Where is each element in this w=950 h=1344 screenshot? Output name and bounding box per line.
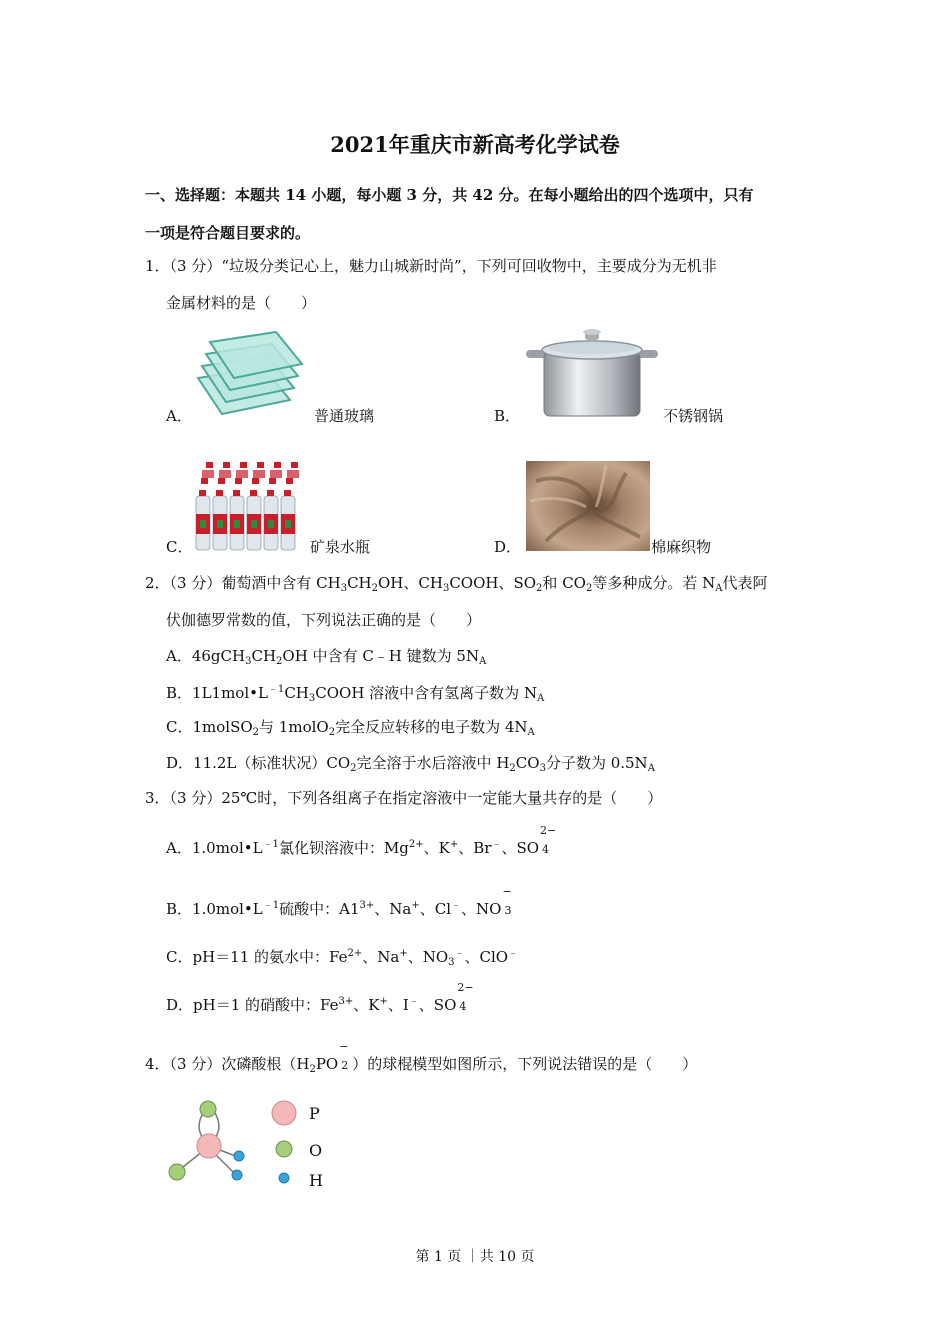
- q4-stem: 4．（3 分）次磷酸根（$H_2PO$ − 2 ）的球棍模型如图所示，下列说法错误的是（ ）: [145, 1040, 698, 1075]
- q3-option-b: B．$1.0mol•L^{﹣1}$硫酸中：$A1^{3+}$、Na+、Cl﹣、NO − 3: [166, 885, 512, 918]
- q3-option-a: A．$1.0mol•L^{﹣1}$氯化钡溶液中：$Mg^{2+}$、K+、Br﹣、SO 2− 4: [166, 824, 557, 857]
- q1-option-a-label: 普通玻璃: [314, 407, 375, 425]
- q1-option-c-label: 矿泉水瓶: [310, 538, 371, 556]
- q2-option-d: D．11.2L（标准状况）$CO_2$完全溶于水后溶液中 $H_2CO_3$分子数为 $0.5N_A$: [166, 754, 655, 774]
- q1-stem-line2: 金属材料的是（ ）: [166, 294, 317, 312]
- fabric-icon: [526, 461, 650, 551]
- steel-pot-icon: [522, 322, 662, 422]
- ball-stick-model: [160, 1095, 260, 1190]
- q1-option-d-label: 棉麻织物: [651, 538, 712, 556]
- q3-option-d: D．pH＝1 的硝酸中：$Fe^{3+}$、K+、I﹣、SO 2− 4: [166, 981, 474, 1014]
- section-heading-line2: 一项是符合题目要求的。: [145, 224, 311, 242]
- q1-option-a-letter: A．: [166, 407, 192, 425]
- q2-option-c: C．1molSO$_2$与 1molO$_2$完全反应转移的电子数为 $4N_A$: [166, 718, 535, 738]
- q1-option-b-label: 不锈钢锅: [663, 407, 724, 425]
- legend-p-label: P: [309, 1104, 320, 1123]
- o-atom-left: [169, 1164, 185, 1180]
- water-bottles-icon: [192, 458, 310, 552]
- q1-option-c-letter: C．: [166, 538, 193, 556]
- section-heading-line1: 一、选择题：本题共 14 小题，每小题 3 分，共 42 分。在每小题给出的四个选项中，只有: [145, 186, 754, 204]
- q2-option-b: B．$1L1mol•L^{﹣1}CH_3COOH$ 溶液中含有氢离子数为 $N_A$: [166, 684, 545, 704]
- h-atom-upper: [234, 1151, 244, 1161]
- q1-option-d-letter: D．: [494, 538, 522, 556]
- q2-stem-line1: 2．（3 分）葡萄酒中含有 $CH_3CH_2OH$、$CH_3COOH$、$SO_2$和 $CO_2$等多种成分。若 $N_A$代表阿: [145, 574, 768, 594]
- atom-legend-icons: [268, 1098, 308, 1190]
- legend-h-label: H: [309, 1171, 323, 1190]
- q3-option-c: C．pH＝11 的氨水中：$Fe^{2+}$、Na+、$NO_3^﹣$、ClO﹣: [166, 948, 519, 968]
- glass-sheets-icon: [192, 330, 314, 422]
- h-atom-lower: [232, 1170, 242, 1180]
- q2-option-a: A．$46gCH_3CH_2OH$ 中含有 C﹣H 键数为 $5N_A$: [166, 647, 487, 667]
- p-atom: [197, 1134, 221, 1158]
- q1-option-b-letter: B．: [494, 407, 521, 425]
- q1-stem-line1: 1．（3 分）“垃圾分类记心上，魅力山城新时尚”，下列可回收物中，主要成分为无机非: [145, 257, 717, 275]
- q2-stem-line2: 伏伽德罗常数的值，下列说法正确的是（ ）: [166, 611, 482, 629]
- legend-o-label: O: [309, 1141, 323, 1160]
- page-footer: 第 1 页 ｜共 10 页: [415, 1249, 535, 1265]
- q3-stem: 3．（3 分）25℃时，下列各组离子在指定溶液中一定能大量共存的是（ ）: [145, 789, 663, 807]
- o-atom-top: [200, 1101, 216, 1117]
- page-title: 2021年重庆市新高考化学试卷: [330, 132, 620, 157]
